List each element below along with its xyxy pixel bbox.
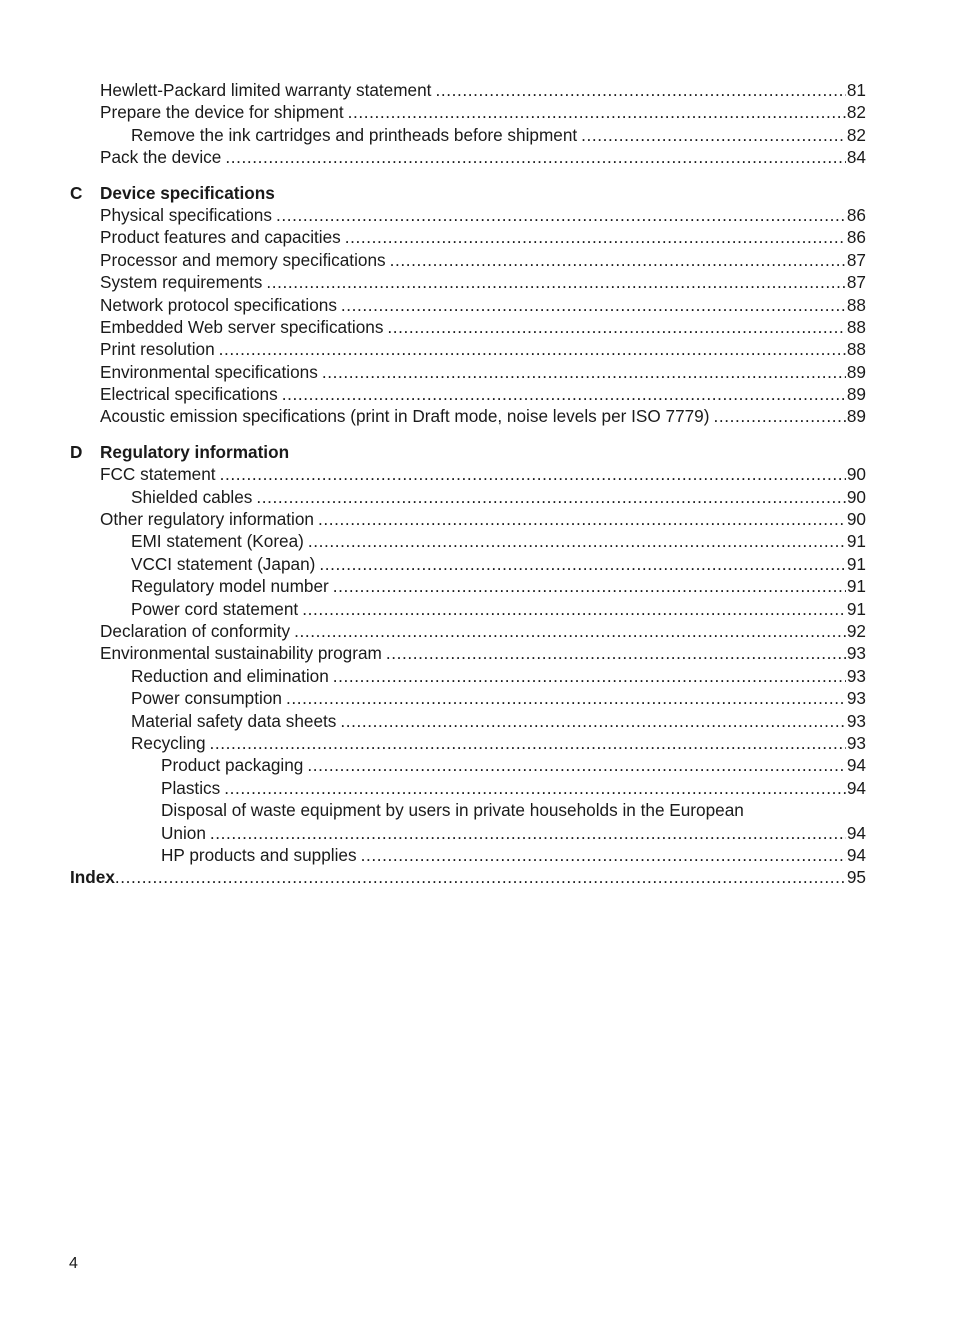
toc-entry-title: Other regulatory information: [100, 508, 318, 530]
toc-entry-title: Acoustic emission specifications (print in Draft mode, noise levels per ISO 7779): [100, 405, 713, 427]
toc-entry-title: Recycling: [131, 732, 210, 754]
dot-leader: [390, 249, 846, 271]
toc-entry-page: 94: [846, 844, 866, 865]
section-heading-d[interactable]: [70, 441, 866, 463]
toc-entry-title: Product packaging: [161, 754, 307, 776]
toc-entry[interactable]: [70, 553, 866, 575]
dot-leader: [219, 338, 846, 360]
page-number: 4: [69, 1255, 78, 1272]
toc-entry-page: 82: [846, 102, 866, 123]
toc-entry[interactable]: [70, 271, 866, 293]
toc-entry-page: 92: [846, 620, 866, 641]
dot-leader: [266, 271, 845, 293]
toc-entry[interactable]: [70, 687, 866, 709]
dot-leader: [435, 79, 845, 101]
toc-entry[interactable]: [70, 575, 866, 597]
toc-entry-page: 89: [846, 406, 866, 427]
toc-entry[interactable]: [70, 405, 866, 427]
toc-entry-page: 88: [846, 316, 866, 337]
toc-entry-page: 87: [846, 272, 866, 293]
toc-entry[interactable]: [70, 642, 866, 664]
toc-entry-title: Pack the device: [100, 146, 225, 168]
toc-entry-page: 90: [846, 486, 866, 507]
toc-entry-title: Plastics: [161, 777, 224, 799]
toc-entry[interactable]: [70, 249, 866, 271]
toc-entry-page: 93: [846, 732, 866, 753]
toc-entry-title: Physical specifications: [100, 204, 276, 226]
toc-entry-title: Embedded Web server specifications: [100, 316, 387, 338]
toc-entry[interactable]: [70, 79, 866, 101]
toc-entry-page: 91: [846, 553, 866, 574]
toc-entry-title: Reduction and elimination: [131, 665, 333, 687]
toc-entry-page: 90: [846, 509, 866, 530]
dot-leader: [386, 642, 846, 664]
dot-leader: [333, 575, 846, 597]
toc-entry[interactable]: [70, 754, 866, 776]
toc-entry[interactable]: [70, 361, 866, 383]
toc-entry[interactable]: [70, 124, 866, 146]
toc-entry-page: 88: [846, 339, 866, 360]
section-title: Regulatory information: [100, 441, 290, 462]
toc-entry-title: Environmental specifications: [100, 361, 322, 383]
section-gap: [70, 169, 866, 182]
toc-entry[interactable]: [70, 508, 866, 530]
toc-entry-title: Shielded cables: [131, 486, 256, 508]
toc-entry[interactable]: [70, 338, 866, 360]
section-title: Device specifications: [100, 182, 275, 203]
toc-entry[interactable]: [70, 530, 866, 552]
toc-entry-title: Index: [70, 867, 115, 888]
toc-entry-page: 84: [846, 147, 866, 168]
table-of-contents: [70, 79, 866, 889]
toc-entry[interactable]: [70, 777, 866, 799]
toc-entry[interactable]: [70, 486, 866, 508]
toc-entry-title: Print resolution: [100, 338, 219, 360]
section-letter: D: [70, 441, 83, 462]
dot-leader: [361, 844, 846, 866]
dot-leader: [210, 822, 846, 844]
toc-entry-title-line1: Disposal of waste equipment by users in private households in the European: [161, 800, 744, 821]
dot-leader: [286, 687, 846, 709]
toc-entry-title: Electrical specifications: [100, 383, 282, 405]
toc-entry-title: Power consumption: [131, 687, 286, 709]
toc-entry-page: 93: [846, 643, 866, 664]
toc-entry[interactable]: [70, 101, 866, 123]
toc-entry-page: 93: [846, 710, 866, 731]
toc-entry-title: HP products and supplies: [161, 844, 361, 866]
toc-entry-title: Union: [161, 822, 210, 844]
toc-entry[interactable]: [70, 463, 866, 485]
dot-leader: [333, 665, 846, 687]
dot-leader: [302, 598, 846, 620]
toc-entry-index[interactable]: [70, 866, 866, 888]
toc-entry-page: 81: [846, 80, 866, 100]
toc-entry-page: 91: [846, 576, 866, 597]
toc-entry-page: 91: [846, 531, 866, 552]
dot-leader: [282, 383, 846, 405]
dot-leader: [307, 754, 846, 776]
toc-entry-title: Remove the ink cartridges and printheads before shipment: [131, 124, 581, 146]
toc-entry[interactable]: [70, 844, 866, 866]
dot-leader: [276, 204, 846, 226]
dot-leader: [224, 777, 846, 799]
section-letter: C: [70, 182, 83, 203]
toc-entry[interactable]: [70, 598, 866, 620]
dot-leader: [322, 361, 846, 383]
toc-entry[interactable]: [70, 146, 866, 168]
toc-entry-title: Declaration of conformity: [100, 620, 294, 642]
toc-entry-page: 94: [846, 755, 866, 776]
toc-entry-page: 86: [846, 227, 866, 248]
toc-entry-page: 95: [846, 867, 866, 888]
toc-entry[interactable]: [70, 294, 866, 316]
toc-entry-wrapped-line[interactable]: [70, 799, 866, 821]
toc-entry-title: EMI statement (Korea): [131, 530, 308, 552]
dot-leader: [225, 146, 846, 168]
toc-entry-title: Hewlett-Packard limited warranty statement: [100, 79, 435, 101]
toc-entry[interactable]: [70, 204, 866, 226]
dot-leader: [581, 124, 846, 146]
toc-entry-page: 94: [846, 822, 866, 843]
dot-leader: [210, 732, 846, 754]
toc-entry-title: VCCI statement (Japan): [131, 553, 319, 575]
toc-entry-page: 87: [846, 249, 866, 270]
dot-leader: [256, 486, 846, 508]
toc-entry-title: System requirements: [100, 271, 266, 293]
dot-leader: [341, 294, 846, 316]
toc-entry-page: 90: [846, 464, 866, 485]
toc-entry[interactable]: [70, 710, 866, 732]
toc-entry-page: 88: [846, 294, 866, 315]
toc-entry-title: Regulatory model number: [131, 575, 333, 597]
toc-entry[interactable]: [70, 316, 866, 338]
toc-entry[interactable]: [70, 383, 866, 405]
section-gap: [70, 428, 866, 441]
toc-entry[interactable]: [70, 665, 866, 687]
toc-entry-page: 89: [846, 361, 866, 382]
dot-leader: [318, 508, 846, 530]
dot-leader: [340, 710, 845, 732]
section-heading-c[interactable]: [70, 182, 866, 204]
toc-entry-page: 91: [846, 598, 866, 619]
toc-entry[interactable]: [70, 732, 866, 754]
toc-entry[interactable]: [70, 226, 866, 248]
dot-leader: [348, 101, 846, 123]
toc-entry-title: Processor and memory specifications: [100, 249, 390, 271]
dot-leader: [294, 620, 846, 642]
toc-entry-page: 94: [846, 777, 866, 798]
toc-entry-title: FCC statement: [100, 463, 220, 485]
toc-entry-title: Environmental sustainability program: [100, 642, 386, 664]
toc-entry-title: Prepare the device for shipment: [100, 101, 348, 123]
dot-leader: [220, 463, 846, 485]
dot-leader: [319, 553, 846, 575]
toc-entry-title: Network protocol specifications: [100, 294, 341, 316]
toc-entry[interactable]: [70, 620, 866, 642]
toc-entry-page: 89: [846, 384, 866, 405]
toc-entry-title: Material safety data sheets: [131, 710, 340, 732]
dot-leader: [308, 530, 846, 552]
toc-entry-title: Product features and capacities: [100, 226, 345, 248]
dot-leader: [713, 405, 845, 427]
toc-entry-page: 82: [846, 124, 866, 145]
toc-entry-page: 86: [846, 204, 866, 225]
dot-leader: [345, 226, 846, 248]
toc-entry[interactable]: [70, 822, 866, 844]
dot-leader: [115, 866, 846, 888]
toc-entry-title: Power cord statement: [131, 598, 302, 620]
toc-entry-page: 93: [846, 665, 866, 686]
dot-leader: [387, 316, 845, 338]
toc-entry-page: 93: [846, 688, 866, 709]
